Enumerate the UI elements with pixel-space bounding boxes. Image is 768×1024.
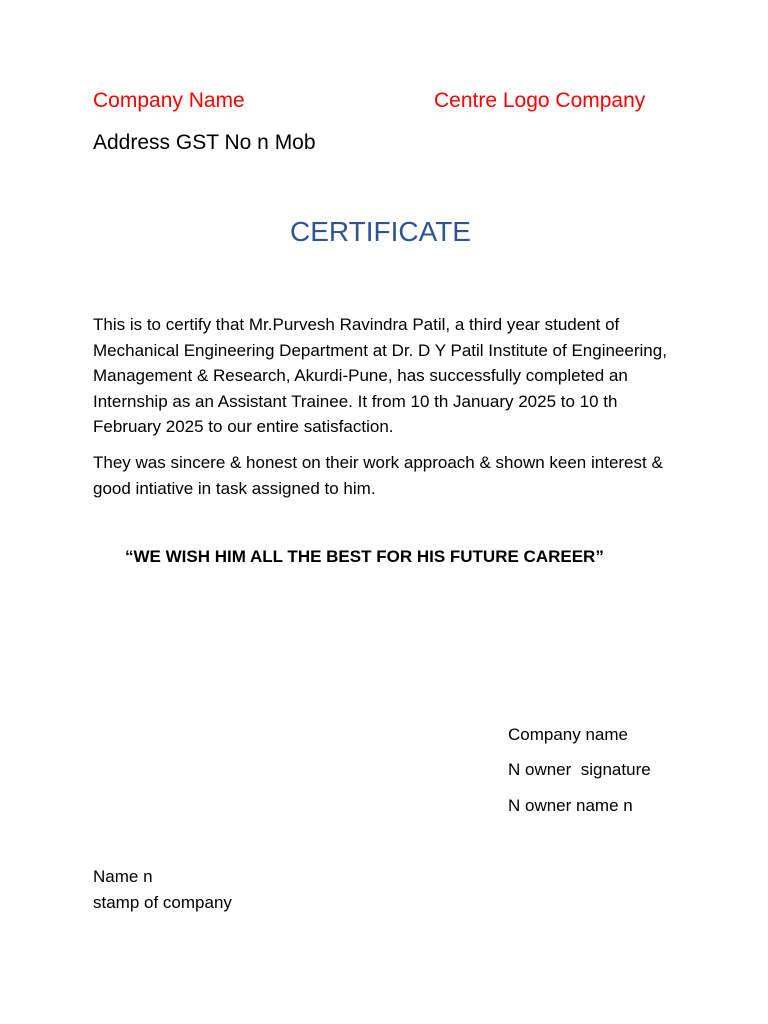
company-stamp-block — [93, 864, 232, 915]
certificate-body-paragraph: This is to certify that Mr.Purvesh Ravindra Patil, a third year student of Mechanical Engineering Department at Dr. D Y Patil Institute of Engineering, Management & Research, Akurdi-Pune, has successfully completed an Internship as an Assistant Trainee. It from 10 th January 2025 to 10 th February 2025 to our entire satisfaction. — [93, 315, 667, 436]
owner-name-label: N owner name n — [508, 796, 633, 815]
certificate-title: CERTIFICATE — [290, 216, 471, 247]
signature-company-name: Company name — [508, 725, 629, 744]
company-address: Address GST No n Mob — [93, 131, 316, 154]
owner-signature-label: N owner signature — [508, 760, 651, 779]
conduct-paragraph: They was sincere & honest on their work approach & shown keen interest & good intiative in task assigned to him. — [93, 453, 663, 498]
centre-logo-placeholder: Centre Logo Company — [434, 89, 646, 112]
stamp-company-line: stamp of company — [93, 892, 232, 912]
stamp-name-line: Name n — [93, 867, 153, 886]
best-wishes-line: “WE WISH HIM ALL THE BEST FOR HIS FUTURE CAREER” — [125, 547, 604, 566]
company-name-header: Company Name — [93, 89, 245, 112]
